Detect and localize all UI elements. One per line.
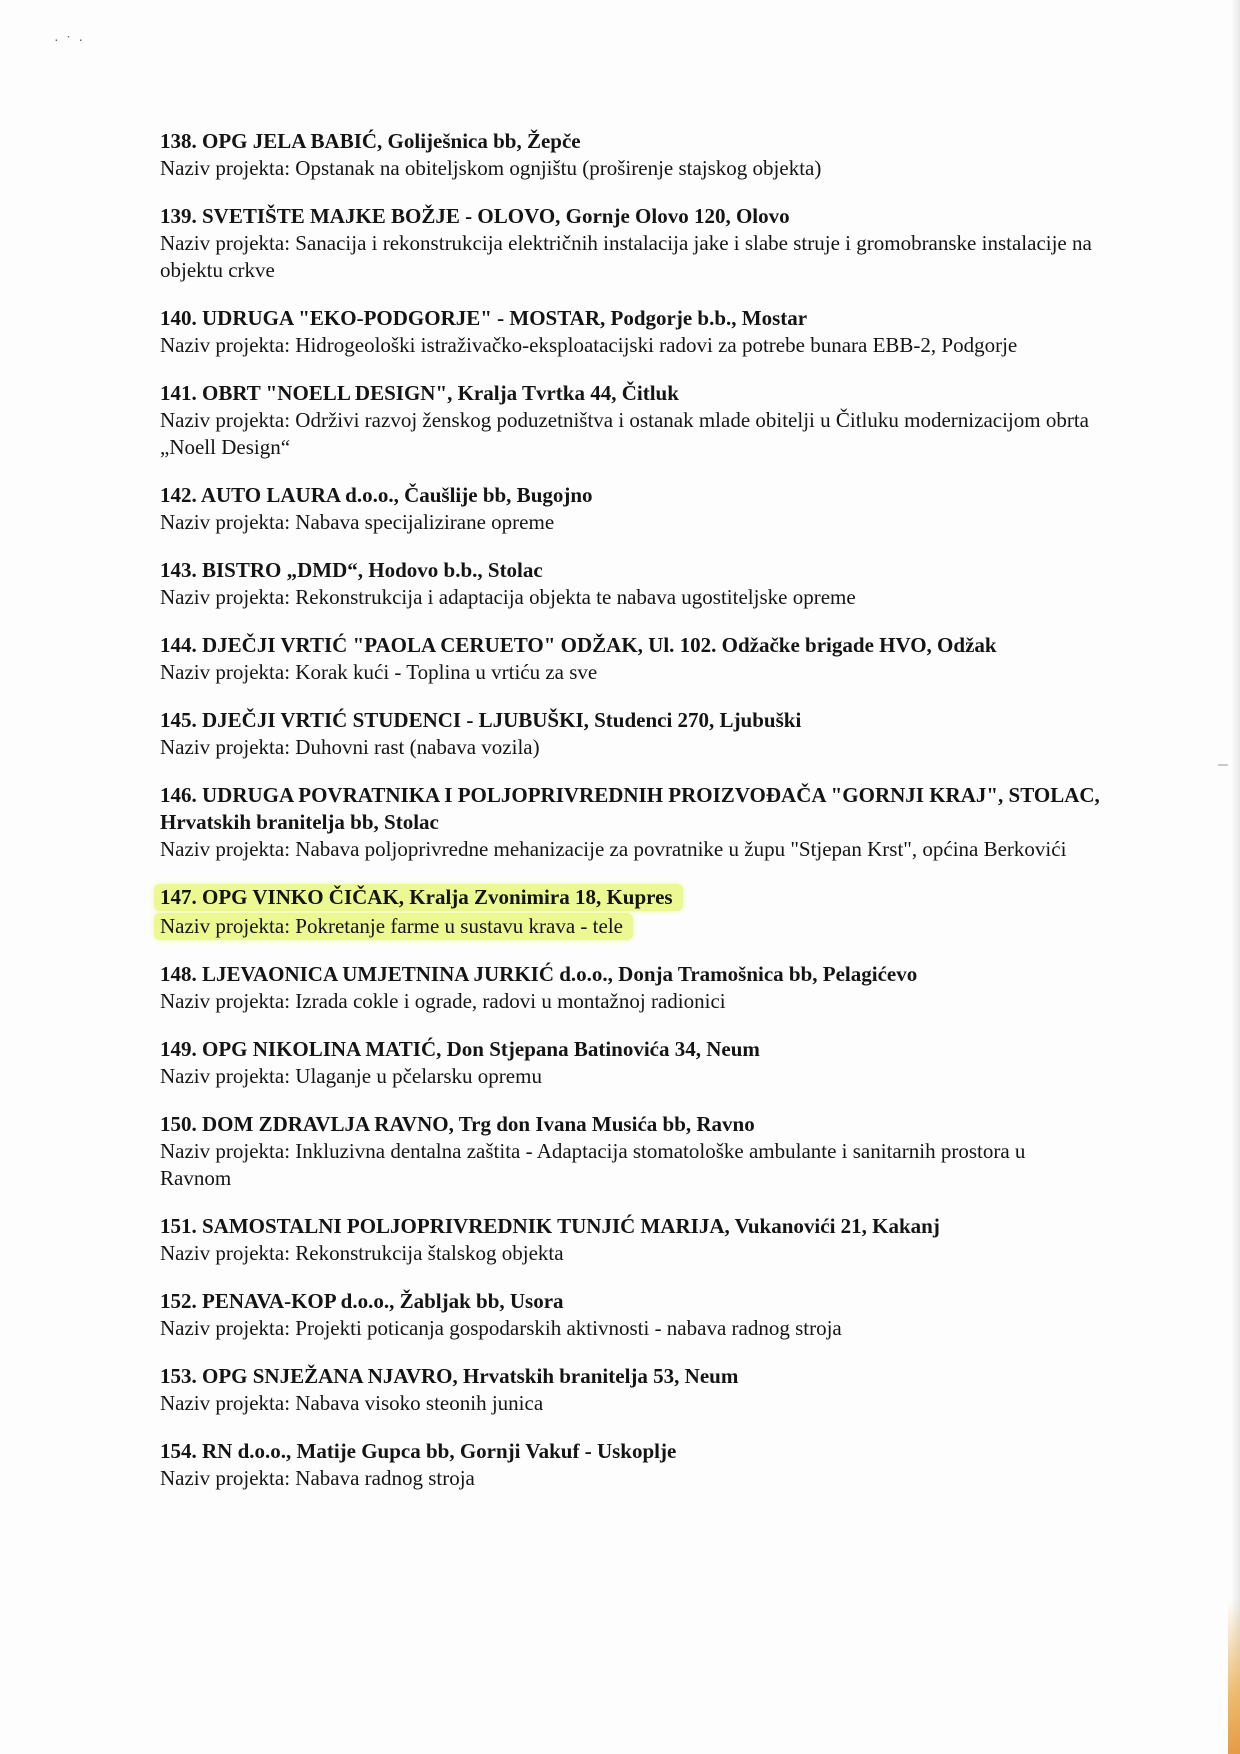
scan-marks: · ˙ · (54, 34, 85, 49)
entry-heading: 148. LJEVAONICA UMJETNINA JURKIĆ d.o.o., Donja Tramošnica bb, Pelagićevo (160, 962, 918, 986)
entry-project: Naziv projekta: Inkluzivna dentalna zaštita - Adaptacija stomatološke ambulante i sanitarnih prostora u Ravnom (160, 1139, 1026, 1190)
entry-project: Naziv projekta: Pokretanje farme u sustavu krava - tele (154, 913, 633, 940)
list-item (160, 961, 1100, 1015)
entry-project: Naziv projekta: Hidrogeološki istraživačko-eksploatacijski radovi za potrebe bunara EBB-2, Podgorje (160, 333, 1018, 357)
entry-heading: 145. DJEČJI VRTIĆ STUDENCI - LJUBUŠKI, Studenci 270, Ljubuški (160, 708, 802, 732)
entry-heading: 153. OPG SNJEŽANA NJAVRO, Hrvatskih branitelja 53, Neum (160, 1364, 739, 1388)
entry-heading: 141. OBRT "NOELL DESIGN", Kralja Tvrtka 44, Čitluk (160, 381, 679, 405)
list-item (160, 1363, 1100, 1417)
entry-heading: 149. OPG NIKOLINA MATIĆ, Don Stjepana Batinovića 34, Neum (160, 1037, 760, 1061)
entry-project: Naziv projekta: Nabava poljoprivredne mehanizacije za povratnike u župu "Stjepan Krst", općina Berkovići (160, 837, 1067, 861)
list-item (160, 1213, 1100, 1267)
list-item (160, 1111, 1100, 1192)
entry-project: Naziv projekta: Održivi razvoj ženskog poduzetništva i ostanak mlade obitelji u Čitluku modernizacijom obrta „Noell Design“ (160, 408, 1089, 459)
entry-project: Naziv projekta: Rekonstrukcija štalskog objekta (160, 1241, 564, 1265)
scan-edge-mark (1218, 764, 1228, 766)
list-item (160, 305, 1100, 359)
list-item (160, 128, 1100, 182)
entry-heading: 151. SAMOSTALNI POLJOPRIVREDNIK TUNJIĆ MARIJA, Vukanovići 21, Kakanj (160, 1214, 940, 1238)
entry-heading: 146. UDRUGA POVRATNIKA I POLJOPRIVREDNIH PROIZVOĐAČA "GORNJI KRAJ", STOLAC, Hrvatskih branitelja bb, Stolac (160, 783, 1100, 834)
entry-heading: 152. PENAVA-KOP d.o.o., Žabljak bb, Usora (160, 1289, 564, 1313)
list-item (160, 557, 1100, 611)
list-item (160, 1438, 1100, 1492)
entry-heading: 144. DJEČJI VRTIĆ "PAOLA CERUETO" ODŽAK, Ul. 102. Odžačke brigade HVO, Odžak (160, 633, 997, 657)
entry-project: Naziv projekta: Nabava visoko steonih junica (160, 1391, 544, 1415)
list-item (160, 482, 1100, 536)
list-item (160, 380, 1100, 461)
entry-project: Naziv projekta: Opstanak na obiteljskom ognjištu (proširenje stajskog objekta) (160, 156, 822, 180)
entry-heading: 143. BISTRO „DMD“, Hodovo b.b., Stolac (160, 558, 543, 582)
scan-edge-discoloration (1228, 1600, 1240, 1754)
list-item (160, 1288, 1100, 1342)
entry-heading: 142. AUTO LAURA d.o.o., Čaušlije bb, Bugojno (160, 483, 593, 507)
project-list (160, 128, 1100, 1513)
entry-project: Naziv projekta: Duhovni rast (nabava vozila) (160, 735, 540, 759)
list-item (160, 782, 1100, 863)
list-item (160, 632, 1100, 686)
entry-project: Naziv projekta: Rekonstrukcija i adaptacija objekta te nabava ugostiteljske opreme (160, 585, 856, 609)
list-item-highlighted (160, 884, 1100, 940)
scan-edge-shadow (1230, 0, 1240, 1754)
entry-project: Naziv projekta: Projekti poticanja gospodarskih aktivnosti - nabava radnog stroja (160, 1316, 842, 1340)
entry-project: Naziv projekta: Izrada cokle i ograde, radovi u montažnoj radionici (160, 989, 726, 1013)
entry-heading: 154. RN d.o.o., Matije Gupca bb, Gornji Vakuf - Uskoplje (160, 1439, 677, 1463)
entry-heading: 138. OPG JELA BABIĆ, Goliješnica bb, Žepče (160, 129, 581, 153)
entry-project: Naziv projekta: Nabava radnog stroja (160, 1466, 475, 1490)
list-item (160, 1036, 1100, 1090)
entry-heading: 150. DOM ZDRAVLJA RAVNO, Trg don Ivana Musića bb, Ravno (160, 1112, 755, 1136)
list-item (160, 203, 1100, 284)
list-item (160, 707, 1100, 761)
entry-project: Naziv projekta: Ulaganje u pčelarsku opremu (160, 1064, 542, 1088)
entry-heading: 139. SVETIŠTE MAJKE BOŽJE - OLOVO, Gornje Olovo 120, Olovo (160, 204, 790, 228)
entry-project: Naziv projekta: Nabava specijalizirane opreme (160, 510, 555, 534)
entry-project: Naziv projekta: Korak kući - Toplina u vrtiću za sve (160, 660, 598, 684)
entry-project: Naziv projekta: Sanacija i rekonstrukcija električnih instalacija jake i slabe struje i gromobranske instalacije na objektu crkve (160, 231, 1092, 282)
entry-heading: 140. UDRUGA "EKO-PODGORJE" - MOSTAR, Podgorje b.b., Mostar (160, 306, 808, 330)
entry-heading: 147. OPG VINKO ČIČAK, Kralja Zvonimira 18, Kupres (154, 884, 683, 911)
